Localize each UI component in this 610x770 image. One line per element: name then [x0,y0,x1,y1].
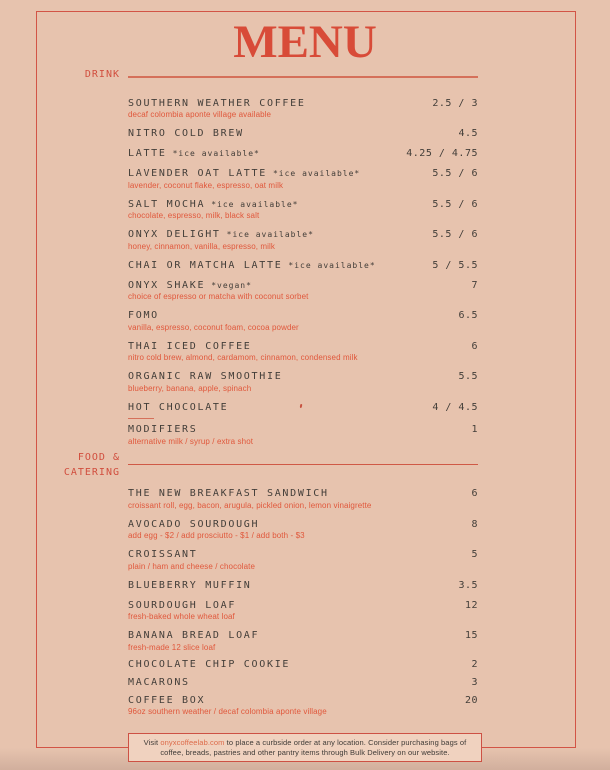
item-price: 5 / 5.5 [432,259,478,271]
item-price: 4.5 [458,128,478,139]
menu-item-new-breakfast-sandwich [128,488,478,510]
item-name: CHOCOLATE CHIP COOKIE [128,658,291,670]
item-name: MODIFIERS [128,424,198,435]
item-name: ONYX SHAKE [128,279,206,291]
item-description: honey, cinnamon, vanilla, espresso, milk [128,241,276,251]
menu-item-avocado-sourdough [128,519,478,541]
item-price: 6 [471,488,478,499]
item-description: lavender, coconut flake, espresso, oat milk [128,180,284,190]
item-description: fresh-baked whole wheat loaf [128,612,235,621]
item-name: ONYX DELIGHT [128,229,221,240]
footer-text-suffix: to place a curbside order at any location. Consider purchasing bags of [224,738,467,747]
item-price: 15 [464,630,478,641]
section-label-food-catering [26,450,120,480]
item-description: 96oz southern weather / decaf colombia aponte village [128,707,327,716]
item-price: 20 [464,694,478,706]
item-price: 6.5 [458,310,478,321]
item-name: CROISSANT [128,549,198,560]
item-description: chocolate, espresso, milk, black salt [128,211,260,220]
menu-item-croissant [128,549,478,571]
menu-item-nitro-cold-brew [128,128,478,139]
section-label-drink: DRINK [84,69,120,80]
menu-item-sourdough-loaf [128,600,478,622]
item-price: 8 [471,518,478,530]
item-description: croissant roll, egg, bacon, arugula, pickled onion, lemon vinaigrette [128,500,372,510]
item-price: 4 / 4.5 [432,401,478,413]
item-price: 5.5 / 6 [432,168,478,179]
menu-item-macarons [128,677,478,688]
item-price: 2 [471,658,478,670]
menu-item-banana-bread-loaf [128,630,478,652]
item-name: MACARONS [128,676,190,688]
item-price: 3 [471,676,478,688]
item-description: nitro cold brew, almond, cardamom, cinnamon, condensed milk [128,353,358,362]
item-name: COFFEE BOX [128,694,206,706]
item-note: *ice available* [288,260,376,270]
menu-item-onyx-shake [128,280,478,302]
menu-items-column [128,70,478,716]
item-price: 1 [471,424,478,435]
item-note: *ice available* [272,169,361,178]
footer-line-1 [129,738,481,748]
item-description: fresh-made 12 slice loaf [128,642,216,652]
menu-item-blueberry-muffin [128,580,478,591]
item-name: SALT MOCHA [128,198,206,210]
menu-item-lavender-oat-latte [128,168,478,190]
item-description: blueberry, banana, apple, spinach [128,383,252,393]
menu-item-coffee-box [128,695,478,717]
item-price: 2.5 / 3 [432,97,478,109]
item-price: 3.5 [458,579,478,591]
item-price: 5.5 [458,371,478,382]
item-name: BANANA BREAD LOAF [128,630,260,641]
menu-item-salt-mocha [128,199,478,221]
section-label-food-line2: CATERING [63,467,120,478]
item-name: FOMO [128,310,159,321]
item-note: *ice available* [226,230,314,239]
item-name: CHAI OR MATCHA LATTE [128,259,283,271]
item-price: 12 [464,599,478,611]
item-note: *ice available* [172,149,260,158]
item-price: 5.5 / 6 [432,198,478,210]
item-description: vanilla, espresso, coconut foam, cocoa powder [128,322,299,332]
item-price: 4.25 / 4.75 [406,148,478,159]
menu-item-southern-weather-coffee [128,98,478,120]
item-note: *vegan* [211,280,252,290]
item-name: ORGANIC RAW SMOOTHIE [128,371,283,382]
menu-item-fomo [128,310,478,332]
menu-item-thai-iced-coffee [128,341,478,363]
item-name: THE NEW BREAKFAST SANDWICH [128,488,329,499]
item-name: LAVENDER OAT LATTE [128,168,267,179]
item-name: LATTE [128,148,167,159]
menu-title: MENU [233,16,377,68]
menu-item-onyx-delight [128,229,478,251]
menu-item-latte [128,148,478,159]
item-name: BLUEBERRY MUFFIN [128,579,252,591]
menu-item-organic-raw-smoothie [128,371,478,393]
menu-item-modifiers [128,418,478,446]
drink-section-rule [128,76,478,78]
menu-item-hot-chocolate [128,402,478,413]
item-price: 6 [471,340,478,352]
item-description: alternative milk / syrup / extra shot [128,436,254,446]
item-name: NITRO COLD BREW [128,128,244,139]
food-section-rule [128,464,478,466]
item-description: decaf colombia aponte village available [128,110,272,119]
website-link[interactable]: onyxcoffeelab.com [160,738,225,747]
item-price: 7 [471,279,478,291]
footer-text-prefix: Visit [143,738,161,747]
item-name: AVOCADO SOURDOUGH [128,518,260,530]
item-price: 5 [471,549,478,560]
menu-item-chai-or-matcha-latte [128,260,478,271]
item-name: THAI ICED COFFEE [128,340,252,352]
item-name: SOURDOUGH LOAF [128,599,237,611]
item-description: plain / ham and cheese / chocolate [128,561,256,571]
item-note: *ice available* [211,199,299,209]
footer-note-box [128,733,482,762]
item-name: SOUTHERN WEATHER COFFEE [128,97,306,109]
section-label-food-line1: FOOD & [77,452,120,463]
item-description: choice of espresso or matcha with coconut sorbet [128,292,309,301]
item-description: add egg - $2 / add prosciutto - $1 / add both - $3 [128,531,305,540]
modifiers-divider-rule [128,418,154,420]
item-price: 5.5 / 6 [432,229,478,240]
item-name: HOT CHOCOLATE [128,401,229,413]
footer-line-2: coffee, breads, pastries and other pantry items through Bulk Delivery on our website. [160,747,450,757]
menu-item-chocolate-chip-cookie [128,659,478,670]
